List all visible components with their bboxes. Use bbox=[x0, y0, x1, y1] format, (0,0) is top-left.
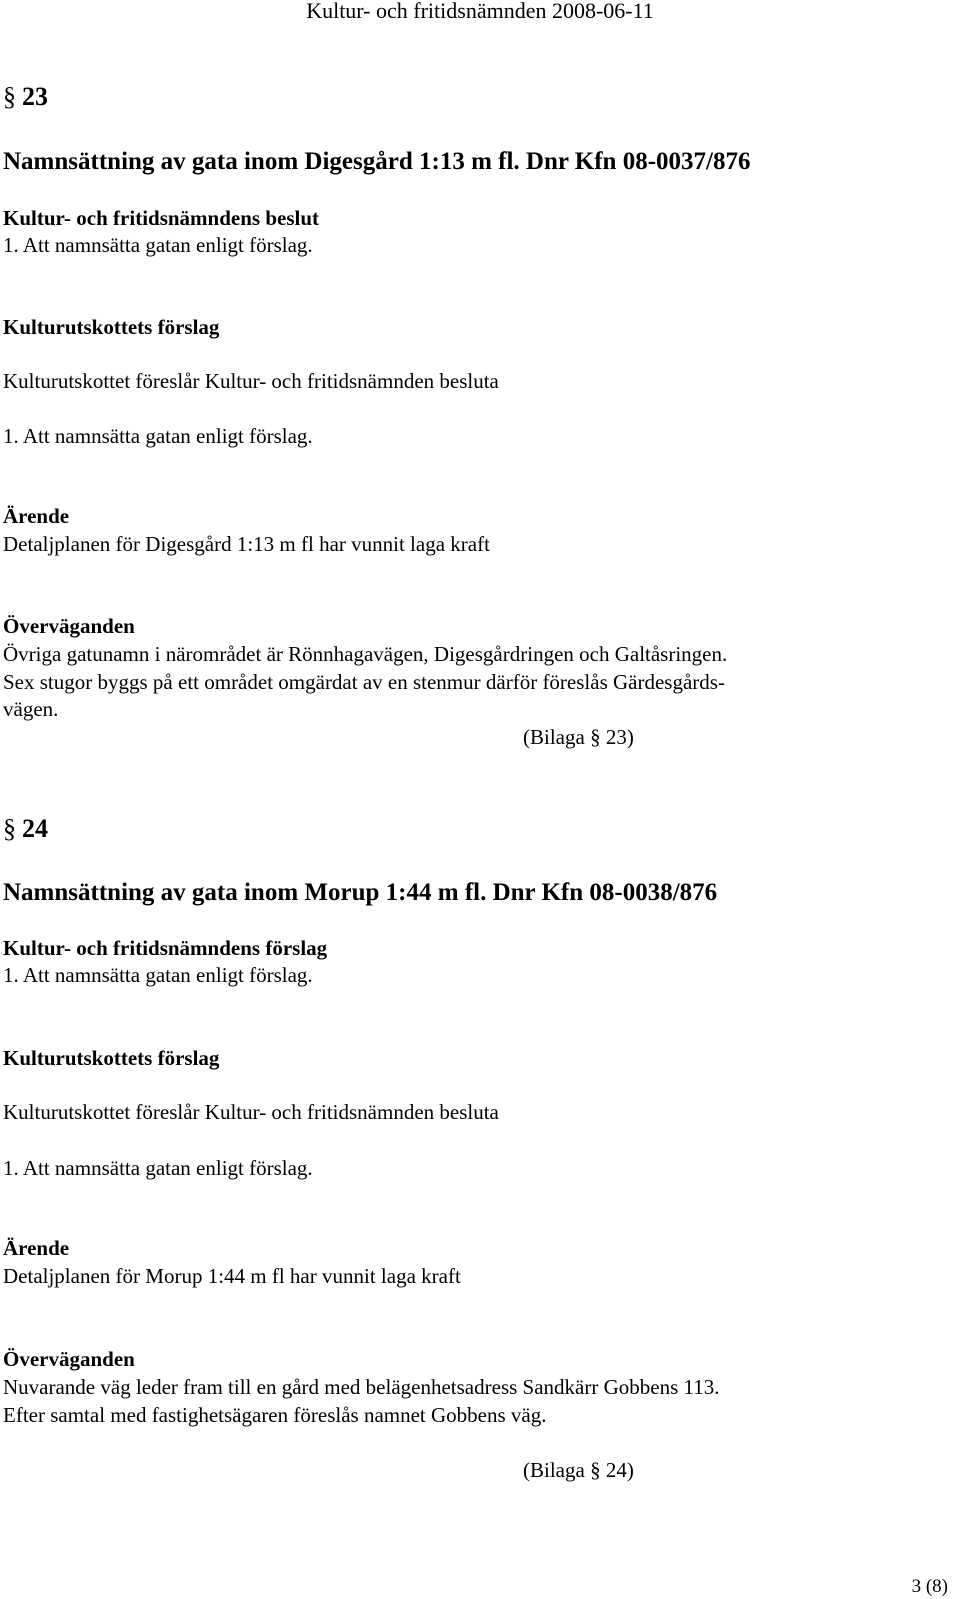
attachment-reference bbox=[523, 727, 634, 748]
considerations-line: Nuvarande väg leder fram till en gård med belägenhetsadress Sandkärr Gobbens 113. bbox=[3, 1375, 720, 1399]
matter-heading: Ärende bbox=[3, 1236, 70, 1260]
paragraph-number-24 bbox=[3, 816, 48, 842]
attachment-reference bbox=[523, 1460, 634, 1481]
board-decision-text: 1. Att namnsätta gatan enligt förslag. bbox=[3, 233, 313, 257]
board-proposal-text: 1. Att namnsätta gatan enligt förslag. bbox=[3, 963, 313, 987]
section-sign: § bbox=[3, 814, 16, 843]
attachment-label: (Bilaga bbox=[523, 725, 585, 749]
item-title: Namnsättning av gata inom Digesgård 1:13 m fl. Dnr Kfn 08-0037/876 bbox=[3, 148, 751, 175]
board-decision-heading: Kultur- och fritidsnämndens beslut bbox=[3, 206, 320, 230]
considerations-line: vägen. bbox=[3, 697, 59, 721]
committee-proposal-text: Kulturutskottet föreslår Kultur- och fritidsnämnden besluta bbox=[3, 369, 499, 393]
considerations-heading: Överväganden bbox=[3, 614, 135, 638]
considerations-line: Övriga gatunamn i närområdet är Rönnhagavägen, Digesgårdringen och Galtåsringen. bbox=[3, 642, 728, 666]
attachment-number: 24) bbox=[605, 1458, 634, 1482]
committee-proposal-heading: Kulturutskottets förslag bbox=[3, 1046, 220, 1070]
running-header: Kultur- och fritidsnämnden 2008-06-11 bbox=[306, 0, 654, 23]
paragraph-number-23 bbox=[3, 84, 48, 110]
committee-proposal-text: Kulturutskottet föreslår Kultur- och fritidsnämnden besluta bbox=[3, 1100, 499, 1124]
board-proposal-heading: Kultur- och fritidsnämndens förslag bbox=[3, 936, 328, 960]
matter-text: Detaljplanen för Morup 1:44 m fl har vunnit laga kraft bbox=[3, 1264, 461, 1288]
considerations-line: Sex stugor byggs på ett området omgärdat av en stenmur därför föreslås Gärdesgårds- bbox=[3, 670, 725, 694]
considerations-heading: Överväganden bbox=[3, 1347, 135, 1371]
considerations-line: Efter samtal med fastighetsägaren föreslås namnet Gobbens väg. bbox=[3, 1403, 547, 1427]
attachment-label: (Bilaga bbox=[523, 1458, 585, 1482]
committee-proposal-point: 1. Att namnsätta gatan enligt förslag. bbox=[3, 1156, 313, 1180]
page-number: 3 (8) bbox=[911, 1576, 948, 1597]
section-sign: § bbox=[590, 725, 601, 749]
committee-proposal-heading: Kulturutskottets förslag bbox=[3, 315, 220, 339]
paragraph-number: 23 bbox=[22, 82, 48, 111]
matter-heading: Ärende bbox=[3, 504, 70, 528]
item-title: Namnsättning av gata inom Morup 1:44 m fl. Dnr Kfn 08-0038/876 bbox=[3, 879, 718, 906]
section-sign: § bbox=[3, 82, 16, 111]
attachment-number: 23) bbox=[605, 725, 634, 749]
matter-text: Detaljplanen för Digesgård 1:13 m fl har vunnit laga kraft bbox=[3, 532, 490, 556]
paragraph-number: 24 bbox=[22, 814, 48, 843]
committee-proposal-point: 1. Att namnsätta gatan enligt förslag. bbox=[3, 424, 313, 448]
section-sign: § bbox=[590, 1458, 601, 1482]
